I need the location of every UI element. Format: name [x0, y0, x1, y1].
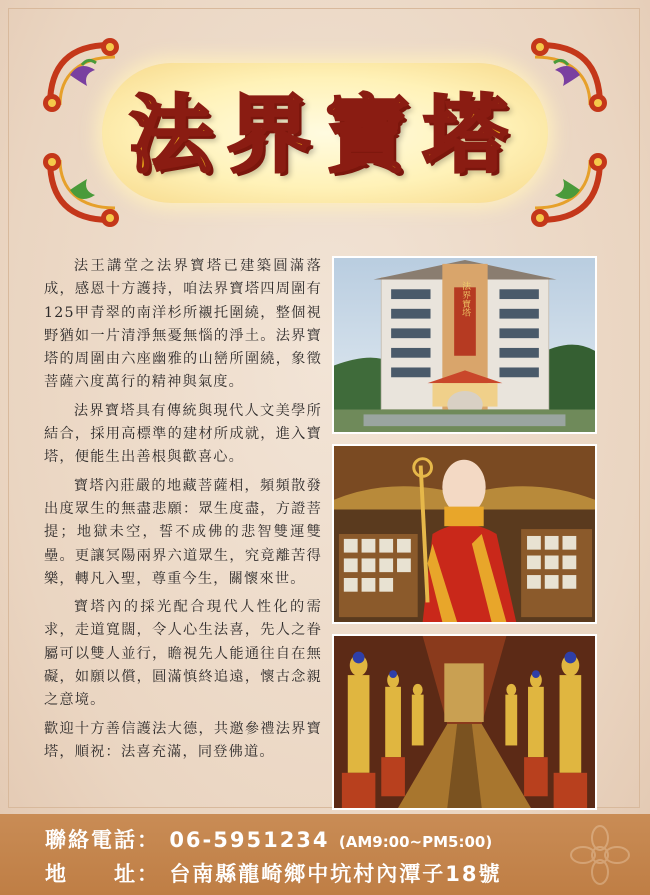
phone-label: 聯絡電話： [45, 828, 160, 852]
paragraph-3: 寶塔內莊嚴的地藏菩薩相，頻頻散發出度眾生的無盡悲願：眾生度盡，方證菩提；地獄未空，誓不成佛的悲智雙運雙壘。更讓冥陽兩界六道眾生，究竟離苦得樂，轉凡入聖，尊重今生，關懷來世。 [44, 477, 322, 587]
photo-tower-exterior [332, 256, 597, 434]
paragraph-1: 法王講堂之法界寶塔已建築圓滿落成，感恩十方護持，咱法界寶塔四周圍有125甲青翠的南洋杉所襯托圍繞，整個視野猶如一片清淨無憂無惱的淨土。法界寶塔的周圍由六座幽雅的山巒所圍繞，象徵菩薩六度萬行的精神與氣度。 [44, 258, 322, 391]
address-text: 台南縣龍崎鄉中坑村內潭子18號 [169, 862, 502, 886]
paragraph-4: 寶塔內的採光配合現代人性化的需求，走道寬闊，令人心生法喜，先人之眷屬可以雙人並行，瞻視先人能通往自在無礙，如願以償，圓滿慎終追遠，懷古念親之意境。 [44, 599, 322, 709]
phone-line [45, 824, 492, 854]
photo-bodhisattva-statue [332, 444, 597, 624]
contact-bar [0, 814, 650, 895]
photo-interior-hall [332, 634, 597, 810]
address-label: 地 址： [45, 862, 160, 886]
phone-number[interactable]: 06-5951234 [169, 828, 330, 852]
paragraph-5: 歡迎十方善信護法大德，共邀參禮法界寶塔，順祝：法喜充滿，同登佛道。 [44, 720, 322, 760]
flower-ornament-icon [560, 820, 640, 890]
paragraph-2: 法界寶塔具有傳統與現代人文美學所結合，採用高標準的建材所成就，進入寶塔，便能生出善根與歡喜心。 [44, 402, 322, 466]
body-text [44, 255, 322, 769]
tower-sign: 法界寶塔 [459, 281, 471, 317]
page-title: 法界寶塔 [128, 85, 521, 184]
address-line [45, 858, 502, 888]
office-hours: (AM9:00~PM5:00) [338, 833, 493, 851]
title-banner [40, 35, 610, 230]
